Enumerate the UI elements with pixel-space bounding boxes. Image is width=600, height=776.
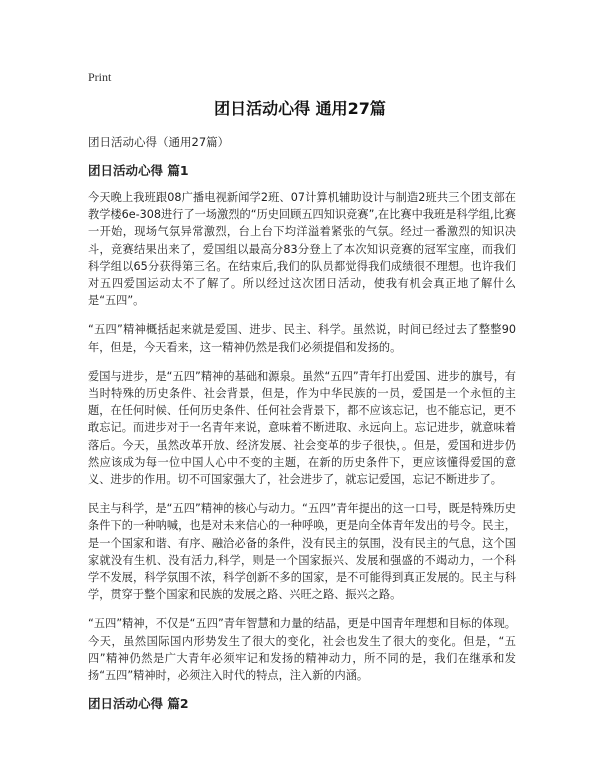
paragraph-1: 今天晚上我班跟08广播电视新闻学2班、07计算机辅助设计与制造2班共三个团支部在教学楼6e-308进行了一场激烈的“历史回顾五四知识竞赛”,在比赛中我班是科学组,比赛一开始，现场气氛异常激烈，台上台下均洋溢着紧张的气氛。经过一番激烈的知识决斗，竞赛结果出来了，爱国组以最高分83分登上了本次知识竞赛的冠军宝座，而我们科学组以65分获得第三名。在结束后,我们的队员都觉得我们成绩很不理想。也许我们对五四爱国运动太不了解了。所以经过这次团日活动，使我有机会真正地了解什么是“五四”。	[88, 191, 516, 308]
section-heading-1: 团日活动心得 篇1	[88, 163, 189, 178]
paragraph-3: 爱国与进步，是“五四”精神的基础和源泉。虽然“五四”青年打出爱国、进步的旗号，有当时特殊的历史条件、社会背景，但是，作为中华民族的一员，爱国是一个永恒的主题，在任何时候、任何历史条件、任何社会背景下，都不应该忘记，也不能忘记，更不敢忘记。而进步对于一名青年来说，意味着不断进取、永远向上。忘记进步，就意味着落后。今天，虽然改革开放、经济发展、社会变革的步子很快，。但是，爱国和进步仍然应该成为每一位中国人心中不变的主题，在新的历史条件下，更应该懂得爱国的意义、进步的作用。切不可国家强大了，社会进步了，就忘记爱国，忘记不断进步了。	[88, 369, 516, 487]
paragraph-2: “五四”精神概括起来就是爱国、进步、民主、科学。虽然说，时间已经过去了整整90年，但是，今天看来，这一精神仍然是我们必须提倡和发扬的。	[88, 323, 516, 354]
document-body	[88, 134, 516, 722]
paragraph-5: “五四”精神，不仅是“五四”青年智慧和力量的结晶，更是中国青年理想和目标的体现。今天，虽然国际国内形势发生了很大的变化，社会也发生了很大的变化。但是，“五四”精神仍然是广大青年必须牢记和发扬的精神动力，所不同的是，我们在继承和发扬“五四”精神时，必须注入时代的特点，注入新的内涵。	[88, 617, 516, 683]
paragraph-4: 民主与科学，是“五四”精神的核心与动力。“五四”青年提出的这一口号，既是特殊历史条件下的一种呐喊，也是对未来信心的一种呼唤，更是向全体青年发出的号令。民主，是一个国家和谐、有序、融洽必备的条件，没有民主的氛围，没有民主的气息，这个国家就没有生机、没有活力,科学，则是一个国家振兴、发展和强盛的不竭动力，一个科学不发展，科学氛围不浓，科学创新不多的国家，是不可能得到真正发展的。民主与科学，贯穿于整个国家和民族的发展之路、兴旺之路、振兴之路。	[88, 502, 516, 602]
print-label[interactable]: Print	[88, 70, 112, 84]
document-title: 团日活动心得 通用27篇	[214, 99, 386, 118]
section-heading-2: 团日活动心得 篇2	[88, 696, 189, 712]
document-subtitle: 团日活动心得（通用27篇）	[88, 135, 230, 149]
